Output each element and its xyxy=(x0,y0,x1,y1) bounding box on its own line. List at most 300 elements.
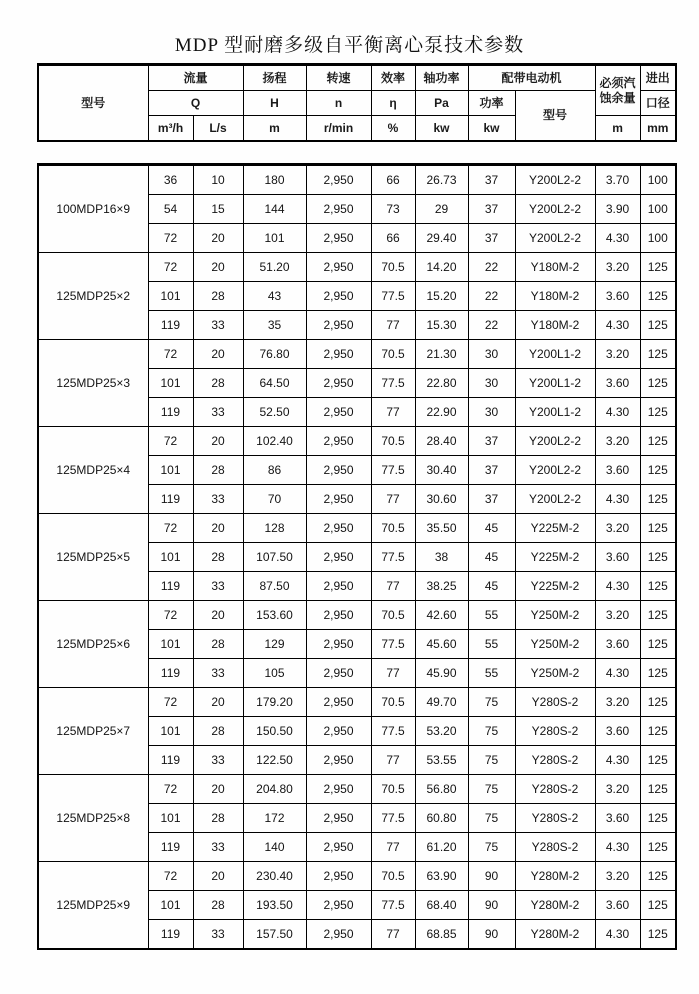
col-header-motor-group: 配带电动机 xyxy=(468,65,595,91)
data-cell: 33 xyxy=(193,485,243,514)
data-cell: 45 xyxy=(468,514,515,543)
data-cell: 30.60 xyxy=(415,485,468,514)
data-cell: 101 xyxy=(148,282,193,311)
data-cell: 70 xyxy=(243,485,306,514)
data-cell: 33 xyxy=(193,920,243,950)
data-cell: 2,950 xyxy=(306,688,371,717)
data-table xyxy=(37,163,677,950)
data-cell: 2,950 xyxy=(306,659,371,688)
data-cell: 125 xyxy=(640,311,676,340)
data-cell: 75 xyxy=(468,746,515,775)
data-cell: 30 xyxy=(468,340,515,369)
col-header-motor-model: 型号 xyxy=(515,91,595,142)
data-cell: 72 xyxy=(148,862,193,891)
data-cell: 36 xyxy=(148,165,193,195)
data-cell: 45.60 xyxy=(415,630,468,659)
data-cell: 3.90 xyxy=(595,195,640,224)
col-header-head: 扬程 xyxy=(243,65,306,91)
data-cell: 22 xyxy=(468,253,515,282)
data-cell: 77 xyxy=(371,398,415,427)
data-cell: 153.60 xyxy=(243,601,306,630)
data-cell: 3.60 xyxy=(595,369,640,398)
data-cell: 129 xyxy=(243,630,306,659)
data-cell: 77.5 xyxy=(371,717,415,746)
data-cell: 2,950 xyxy=(306,340,371,369)
data-cell: 66 xyxy=(371,224,415,253)
data-cell: Y280S-2 xyxy=(515,804,595,833)
data-cell: 125 xyxy=(640,920,676,950)
data-cell: 125 xyxy=(640,833,676,862)
col-symbol-shaft-power: Pa xyxy=(415,91,468,116)
data-cell: 4.30 xyxy=(595,746,640,775)
data-cell: 140 xyxy=(243,833,306,862)
data-cell: 77 xyxy=(371,920,415,950)
data-cell: 2,950 xyxy=(306,775,371,804)
data-cell: 125 xyxy=(640,804,676,833)
data-cell: 100 xyxy=(640,165,676,195)
col-unit-shaft-power: kw xyxy=(415,116,468,142)
col-header-efficiency: 效率 xyxy=(371,65,415,91)
data-cell: 3.70 xyxy=(595,165,640,195)
data-cell: Y180M-2 xyxy=(515,311,595,340)
data-cell: 2,950 xyxy=(306,630,371,659)
table-row xyxy=(38,253,676,282)
col-unit-flow-ls: L/s xyxy=(193,116,243,142)
data-cell: 125 xyxy=(640,601,676,630)
data-cell: 3.60 xyxy=(595,456,640,485)
data-cell: 35.50 xyxy=(415,514,468,543)
data-cell: 119 xyxy=(148,572,193,601)
data-cell: 49.70 xyxy=(415,688,468,717)
data-cell: 28 xyxy=(193,717,243,746)
data-cell: 144 xyxy=(243,195,306,224)
data-cell: 125 xyxy=(640,456,676,485)
data-cell: Y200L1-2 xyxy=(515,340,595,369)
data-cell: 30 xyxy=(468,398,515,427)
data-cell: 77.5 xyxy=(371,369,415,398)
data-cell: 3.20 xyxy=(595,253,640,282)
data-cell: 4.30 xyxy=(595,920,640,950)
data-cell: 15.20 xyxy=(415,282,468,311)
col-symbol-head: H xyxy=(243,91,306,116)
data-cell: Y200L2-2 xyxy=(515,195,595,224)
data-cell: 72 xyxy=(148,427,193,456)
data-cell: Y200L2-2 xyxy=(515,485,595,514)
data-cell: 22 xyxy=(468,282,515,311)
data-cell: 63.90 xyxy=(415,862,468,891)
data-cell: 38 xyxy=(415,543,468,572)
col-header-shaft-power: 轴功率 xyxy=(415,65,468,91)
col-unit-flow-m3h: m³/h xyxy=(148,116,193,142)
data-cell: Y200L1-2 xyxy=(515,369,595,398)
col-unit-motor-power: kw xyxy=(468,116,515,142)
col-header-pump-model: 型号 xyxy=(38,65,148,142)
data-cell: 4.30 xyxy=(595,485,640,514)
data-cell: 75 xyxy=(468,833,515,862)
data-cell: 2,950 xyxy=(306,514,371,543)
data-cell: 70.5 xyxy=(371,862,415,891)
data-cell: 101 xyxy=(148,804,193,833)
col-unit-speed: r/min xyxy=(306,116,371,142)
data-cell: 37 xyxy=(468,485,515,514)
data-cell: 15 xyxy=(193,195,243,224)
data-cell: 101 xyxy=(148,456,193,485)
pump-model-cell: 125MDP25×3 xyxy=(38,340,148,427)
data-cell: 119 xyxy=(148,311,193,340)
data-cell: 77 xyxy=(371,311,415,340)
data-cell: 35 xyxy=(243,311,306,340)
data-cell: 3.60 xyxy=(595,717,640,746)
data-cell: 28 xyxy=(193,804,243,833)
data-cell: 2,950 xyxy=(306,165,371,195)
table-row xyxy=(38,601,676,630)
data-cell: 125 xyxy=(640,485,676,514)
data-cell: Y250M-2 xyxy=(515,659,595,688)
data-cell: 77 xyxy=(371,485,415,514)
data-cell: 77.5 xyxy=(371,804,415,833)
data-cell: 101 xyxy=(148,543,193,572)
col-unit-head: m xyxy=(243,116,306,142)
data-cell: 122.50 xyxy=(243,746,306,775)
data-cell: 90 xyxy=(468,891,515,920)
pump-model-cell: 125MDP25×7 xyxy=(38,688,148,775)
data-cell: 37 xyxy=(468,427,515,456)
table-row xyxy=(38,165,676,195)
data-cell: 125 xyxy=(640,688,676,717)
data-cell: 2,950 xyxy=(306,456,371,485)
col-header-speed: 转速 xyxy=(306,65,371,91)
data-cell: 45 xyxy=(468,572,515,601)
data-cell: 28.40 xyxy=(415,427,468,456)
data-cell: 3.20 xyxy=(595,601,640,630)
data-cell: 20 xyxy=(193,514,243,543)
data-cell: 51.20 xyxy=(243,253,306,282)
data-cell: 15.30 xyxy=(415,311,468,340)
data-cell: 179.20 xyxy=(243,688,306,717)
data-cell: 3.60 xyxy=(595,543,640,572)
data-cell: 72 xyxy=(148,340,193,369)
data-cell: 2,950 xyxy=(306,804,371,833)
data-cell: 2,950 xyxy=(306,833,371,862)
data-cell: 172 xyxy=(243,804,306,833)
col-unit-efficiency: % xyxy=(371,116,415,142)
data-cell: Y280S-2 xyxy=(515,688,595,717)
data-cell: 61.20 xyxy=(415,833,468,862)
data-cell: 73 xyxy=(371,195,415,224)
col-unit-port: mm xyxy=(640,116,676,142)
data-cell: 204.80 xyxy=(243,775,306,804)
data-cell: 3.20 xyxy=(595,514,640,543)
data-cell: 60.80 xyxy=(415,804,468,833)
data-cell: 119 xyxy=(148,920,193,950)
data-cell: 125 xyxy=(640,746,676,775)
data-cell: 75 xyxy=(468,804,515,833)
data-cell: 77.5 xyxy=(371,891,415,920)
data-cell: 125 xyxy=(640,572,676,601)
data-cell: 70.5 xyxy=(371,427,415,456)
data-cell: 2,950 xyxy=(306,311,371,340)
data-cell: 56.80 xyxy=(415,775,468,804)
data-cell: 2,950 xyxy=(306,398,371,427)
data-cell: 125 xyxy=(640,717,676,746)
data-cell: 125 xyxy=(640,282,676,311)
data-cell: 4.30 xyxy=(595,659,640,688)
data-cell: 64.50 xyxy=(243,369,306,398)
data-cell: 125 xyxy=(640,427,676,456)
data-cell: 230.40 xyxy=(243,862,306,891)
data-cell: 68.40 xyxy=(415,891,468,920)
data-cell: 54 xyxy=(148,195,193,224)
data-cell: 107.50 xyxy=(243,543,306,572)
data-cell: 77 xyxy=(371,572,415,601)
data-cell: 128 xyxy=(243,514,306,543)
data-cell: 77 xyxy=(371,746,415,775)
table-row xyxy=(38,688,676,717)
data-cell: 125 xyxy=(640,398,676,427)
data-cell: 105 xyxy=(243,659,306,688)
data-cell: Y180M-2 xyxy=(515,253,595,282)
data-cell: 37 xyxy=(468,195,515,224)
data-cell: 38.25 xyxy=(415,572,468,601)
data-cell: 2,950 xyxy=(306,601,371,630)
data-cell: 101 xyxy=(148,717,193,746)
data-cell: 70.5 xyxy=(371,340,415,369)
data-cell: 3.20 xyxy=(595,340,640,369)
data-cell: 3.60 xyxy=(595,891,640,920)
data-cell: 30.40 xyxy=(415,456,468,485)
data-cell: Y280S-2 xyxy=(515,746,595,775)
data-cell: Y280S-2 xyxy=(515,833,595,862)
data-cell: 2,950 xyxy=(306,717,371,746)
data-cell: 3.60 xyxy=(595,282,640,311)
col-symbol-speed: n xyxy=(306,91,371,116)
data-cell: 2,950 xyxy=(306,485,371,514)
data-cell: 2,950 xyxy=(306,427,371,456)
data-cell: Y200L2-2 xyxy=(515,224,595,253)
data-cell: 28 xyxy=(193,456,243,485)
data-cell: 53.55 xyxy=(415,746,468,775)
data-cell: 28 xyxy=(193,369,243,398)
col-header-port-line1: 进出 xyxy=(640,65,676,91)
data-cell: Y280S-2 xyxy=(515,717,595,746)
data-cell: 28 xyxy=(193,282,243,311)
table-body xyxy=(38,165,676,950)
data-cell: 20 xyxy=(193,224,243,253)
data-cell: 3.20 xyxy=(595,775,640,804)
data-cell: 72 xyxy=(148,601,193,630)
data-cell: 20 xyxy=(193,775,243,804)
data-cell: 70.5 xyxy=(371,775,415,804)
data-cell: 87.50 xyxy=(243,572,306,601)
data-cell: 70.5 xyxy=(371,601,415,630)
data-cell: 77.5 xyxy=(371,630,415,659)
data-cell: Y180M-2 xyxy=(515,282,595,311)
data-cell: 2,950 xyxy=(306,862,371,891)
page-title: MDP 型耐磨多级自平衡离心泵技术参数 xyxy=(174,35,525,56)
data-cell: 37 xyxy=(468,224,515,253)
data-cell: 26.73 xyxy=(415,165,468,195)
table-row xyxy=(38,340,676,369)
data-cell: 77 xyxy=(371,833,415,862)
data-cell: 119 xyxy=(148,485,193,514)
data-cell: 193.50 xyxy=(243,891,306,920)
data-cell: 2,950 xyxy=(306,746,371,775)
data-cell: 125 xyxy=(640,253,676,282)
data-cell: 102.40 xyxy=(243,427,306,456)
data-cell: 70.5 xyxy=(371,514,415,543)
table-row xyxy=(38,775,676,804)
data-cell: 45 xyxy=(468,543,515,572)
data-cell: 4.30 xyxy=(595,224,640,253)
data-cell: 125 xyxy=(640,891,676,920)
data-cell: 33 xyxy=(193,659,243,688)
data-cell: 101 xyxy=(243,224,306,253)
pump-model-cell: 125MDP25×5 xyxy=(38,514,148,601)
data-cell: 100 xyxy=(640,224,676,253)
header-table xyxy=(37,63,677,142)
data-cell: 2,950 xyxy=(306,253,371,282)
data-cell: 20 xyxy=(193,688,243,717)
data-cell: 150.50 xyxy=(243,717,306,746)
data-cell: Y280M-2 xyxy=(515,891,595,920)
col-symbol-efficiency: η xyxy=(371,91,415,116)
table-row xyxy=(38,427,676,456)
data-cell: 42.60 xyxy=(415,601,468,630)
data-cell: 72 xyxy=(148,775,193,804)
data-cell: 4.30 xyxy=(595,833,640,862)
data-cell: 75 xyxy=(468,688,515,717)
data-cell: Y200L1-2 xyxy=(515,398,595,427)
data-cell: 125 xyxy=(640,340,676,369)
data-cell: 2,950 xyxy=(306,572,371,601)
data-cell: 125 xyxy=(640,630,676,659)
data-cell: 68.85 xyxy=(415,920,468,950)
data-cell: 101 xyxy=(148,369,193,398)
data-cell: 2,950 xyxy=(306,195,371,224)
data-cell: 77.5 xyxy=(371,456,415,485)
data-cell: 125 xyxy=(640,369,676,398)
data-cell: 33 xyxy=(193,311,243,340)
data-cell: 20 xyxy=(193,862,243,891)
pump-model-cell: 125MDP25×4 xyxy=(38,427,148,514)
col-symbol-flow: Q xyxy=(148,91,243,116)
data-cell: 3.60 xyxy=(595,630,640,659)
data-cell: Y280M-2 xyxy=(515,920,595,950)
data-cell: 77.5 xyxy=(371,543,415,572)
data-cell: 55 xyxy=(468,630,515,659)
pump-model-cell: 125MDP25×6 xyxy=(38,601,148,688)
data-cell: 4.30 xyxy=(595,311,640,340)
col-header-flow: 流量 xyxy=(148,65,243,91)
data-cell: 33 xyxy=(193,572,243,601)
data-cell: 77 xyxy=(371,659,415,688)
data-cell: Y250M-2 xyxy=(515,601,595,630)
data-cell: 33 xyxy=(193,833,243,862)
data-cell: 37 xyxy=(468,165,515,195)
data-cell: 14.20 xyxy=(415,253,468,282)
data-cell: 157.50 xyxy=(243,920,306,950)
data-cell: Y225M-2 xyxy=(515,514,595,543)
data-cell: 101 xyxy=(148,891,193,920)
data-cell: 77.5 xyxy=(371,282,415,311)
data-cell: 119 xyxy=(148,398,193,427)
data-cell: 2,950 xyxy=(306,891,371,920)
data-cell: 22.90 xyxy=(415,398,468,427)
col-unit-npsh: m xyxy=(595,116,640,142)
data-cell: 125 xyxy=(640,862,676,891)
data-cell: 75 xyxy=(468,775,515,804)
data-cell: 72 xyxy=(148,688,193,717)
data-cell: 29 xyxy=(415,195,468,224)
data-cell: 4.30 xyxy=(595,572,640,601)
data-cell: 119 xyxy=(148,746,193,775)
data-cell: 43 xyxy=(243,282,306,311)
data-cell: 33 xyxy=(193,398,243,427)
data-cell: Y250M-2 xyxy=(515,630,595,659)
data-cell: 100 xyxy=(640,195,676,224)
pump-model-cell: 125MDP25×8 xyxy=(38,775,148,862)
data-cell: 55 xyxy=(468,601,515,630)
data-cell: 20 xyxy=(193,253,243,282)
col-header-port-line2: 口径 xyxy=(640,91,676,116)
data-cell: 21.30 xyxy=(415,340,468,369)
table-row xyxy=(38,514,676,543)
data-cell: 20 xyxy=(193,427,243,456)
table-row xyxy=(38,862,676,891)
data-cell: 66 xyxy=(371,165,415,195)
data-cell: 125 xyxy=(640,659,676,688)
data-cell: 4.30 xyxy=(595,398,640,427)
data-cell: 22 xyxy=(468,311,515,340)
data-cell: 28 xyxy=(193,630,243,659)
data-cell: 20 xyxy=(193,601,243,630)
data-cell: 20 xyxy=(193,340,243,369)
data-cell: 76.80 xyxy=(243,340,306,369)
data-cell: 3.60 xyxy=(595,804,640,833)
data-cell: 52.50 xyxy=(243,398,306,427)
data-cell: 45.90 xyxy=(415,659,468,688)
data-cell: 119 xyxy=(148,833,193,862)
data-cell: 72 xyxy=(148,224,193,253)
data-cell: 2,950 xyxy=(306,282,371,311)
data-cell: 72 xyxy=(148,253,193,282)
data-cell: 70.5 xyxy=(371,253,415,282)
data-cell: Y200L2-2 xyxy=(515,427,595,456)
data-cell: 53.20 xyxy=(415,717,468,746)
data-cell: 90 xyxy=(468,862,515,891)
data-cell: Y225M-2 xyxy=(515,572,595,601)
data-cell: 3.20 xyxy=(595,862,640,891)
data-cell: 2,950 xyxy=(306,920,371,950)
data-cell: Y200L2-2 xyxy=(515,165,595,195)
data-cell: 3.20 xyxy=(595,688,640,717)
header-row-1 xyxy=(38,65,676,91)
data-cell: 10 xyxy=(193,165,243,195)
data-cell: 22.80 xyxy=(415,369,468,398)
data-cell: 90 xyxy=(468,920,515,950)
data-cell: 101 xyxy=(148,630,193,659)
data-cell: 2,950 xyxy=(306,543,371,572)
data-cell: 125 xyxy=(640,514,676,543)
data-cell: 55 xyxy=(468,659,515,688)
data-cell: 37 xyxy=(468,456,515,485)
data-cell: 30 xyxy=(468,369,515,398)
data-cell: Y280M-2 xyxy=(515,862,595,891)
data-cell: Y280S-2 xyxy=(515,775,595,804)
data-cell: 28 xyxy=(193,543,243,572)
pump-model-cell: 100MDP16×9 xyxy=(38,165,148,253)
data-cell: 72 xyxy=(148,514,193,543)
